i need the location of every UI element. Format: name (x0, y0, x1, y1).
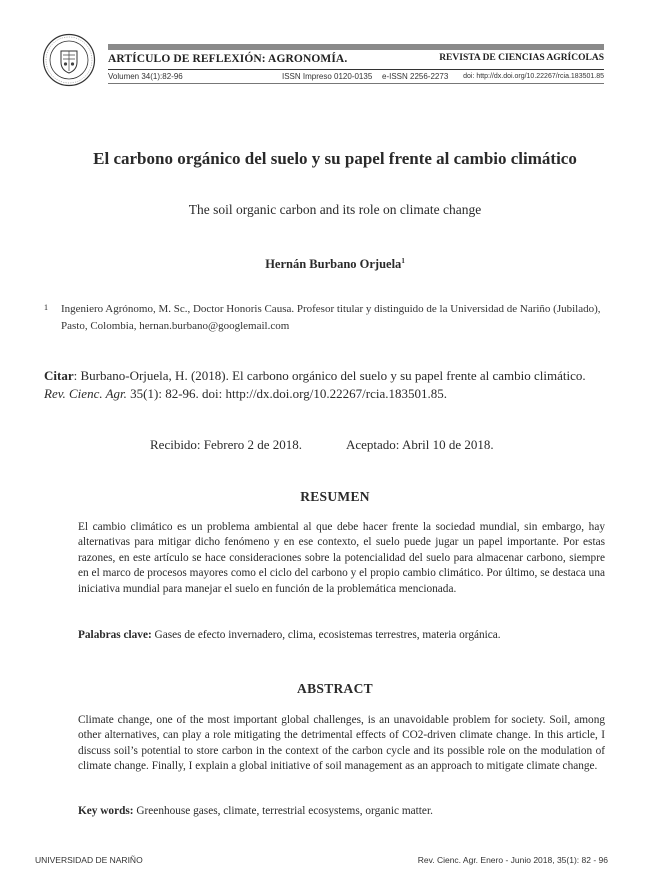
university-seal-icon (42, 33, 96, 87)
article-title-english: The soil organic carbon and its role on climate change (188, 202, 482, 217)
volume-info: Volumen 34(1):82-96 (108, 72, 183, 81)
issn-electronic: e-ISSN 2256-2273 (382, 72, 449, 81)
header-divider-bottom (108, 83, 604, 84)
header-divider (108, 69, 604, 70)
key-words-text: Greenhouse gases, climate, terrestrial ecosystems, organic matter. (133, 805, 433, 817)
article-section: ARTÍCULO DE REFLEXIÓN: AGRONOMÍA. (108, 53, 348, 65)
keywords-label: Palabras clave: (78, 629, 152, 641)
abstract-body: Climate change, one of the most important global challenges, is an unavoidable problem for society. Soil, among other alternatives, can play a role mitigating the detrimental effects of CO2-driven climate change. In this article, I discuss soil’s potential to store carbon in the context of the carbon cycle and its possible role on the modulation of climate change. Finally, I explain a global initiative of soil management as an approach to mitigate climate change. (78, 714, 605, 773)
dates (150, 437, 494, 453)
received-date: Recibido: Febrero 2 de 2018. (150, 437, 302, 452)
abstract-heading: ABSTRACT (297, 681, 373, 696)
author-name-text: Hernán Burbano Orjuela (265, 257, 402, 272)
citation-text-a: : Burbano-Orjuela, H. (2018). El carbono orgánico del suelo y su papel frente al cambio climático. (73, 368, 586, 383)
key-words-label: Key words: (78, 805, 134, 817)
citation (44, 367, 609, 403)
footer-reference: Rev. Cienc. Agr. Enero - Junio 2018, 35(1): 82 - 96 (417, 855, 608, 865)
footer-university: UNIVERSIDAD DE NARIÑO (35, 855, 143, 865)
footnote-number: 1 (44, 303, 48, 312)
issn-print: ISSN Impreso 0120-0135 (282, 72, 373, 81)
accepted-date: Aceptado: Abril 10 de 2018. (346, 437, 494, 452)
resumen-body: El cambio climático es un problema ambiental al que debe hacer frente la sociedad mundial, sin embargo, hay alternativas para mitigar dicho fenómeno y en ese contexto, el suelo puede jugar un papel importante. Por estas razones, en este artículo se hace consideraciones sobre la potencialidad del suelo para almacenar carbono, siempre en el marco de procesos mayores como el ciclo del carbono y el propio cambio climático. Por último, se destaca una iniciativa mundial para manejar el suelo en función de la problemática mencionada. (78, 521, 605, 595)
author-affiliation: Ingeniero Agrónomo, M. Sc., Doctor Honoris Causa. Profesor titular y distinguido de la Universidad de Nariño (Jubilado), Pasto, Colombia, hernan.burbano@googlemail.com (61, 303, 601, 332)
abstract-keywords (78, 805, 605, 817)
author-name (0, 257, 670, 272)
header-doi: doi: http://dx.doi.org/10.22267/rcia.183501.85 (463, 73, 604, 80)
author-footnote-mark: 1 (401, 257, 405, 265)
citation-text-b: 35(1): 82-96. doi: http://dx.doi.org/10.22267/rcia.183501.85. (126, 386, 447, 401)
citation-label: Citar (44, 368, 74, 383)
journal-name: REVISTA DE CIENCIAS AGRÍCOLAS (439, 53, 604, 63)
keywords-text: Gases de efecto invernadero, clima, ecosistemas terrestres, materia orgánica. (151, 629, 501, 641)
citation-journal: Rev. Cienc. Agr. (44, 386, 127, 401)
resumen-keywords (78, 629, 605, 641)
header-bar (108, 44, 604, 50)
article-title: El carbono orgánico del suelo y su papel frente al cambio climático (93, 149, 577, 168)
resumen-heading: RESUMEN (300, 489, 370, 504)
